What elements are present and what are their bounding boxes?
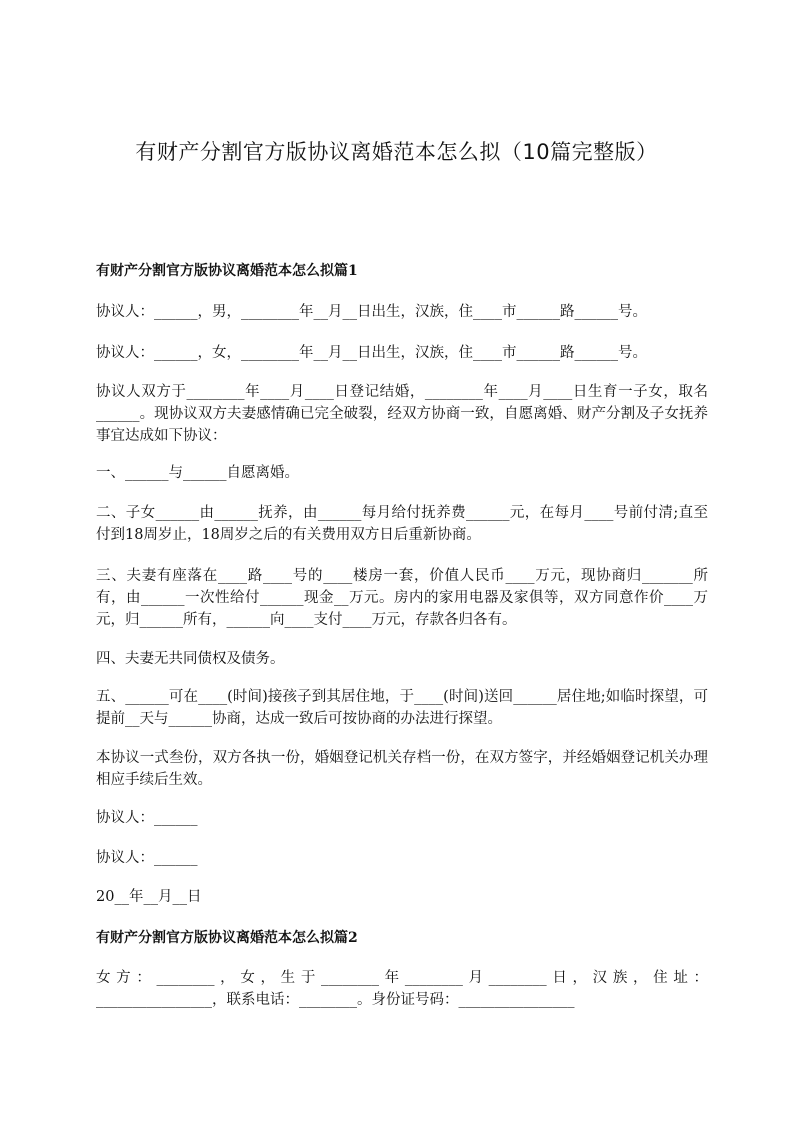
paragraph-clause-5: 五、______可在____(时间)接孩子到其居住地，于____(时间)送回______居住地;如临时探望，可提前__天与______协商，达成一致后可按协商的办法进行探望。 xyxy=(96,689,708,727)
paragraph-clause-2: 二、子女______由______抚养，由______每月给付抚养费______元，在每月____号前付清;直至付到18周岁止，18周岁之后的有关费用双方日后重新协商。 xyxy=(96,505,708,543)
paragraph-effectiveness: 本协议一式叁份，双方各执一份，婚姻登记机关存档一份，在双方签字，并经婚姻登记机关办理相应手续后生效。 xyxy=(96,750,708,788)
paragraph-party-female: 协议人：______，女，________年__月__日出生，汉族，住____市______路______号。 xyxy=(96,345,647,361)
paragraph-clause-4: 四、夫妻无共同债权及债务。 xyxy=(96,651,285,667)
section-heading-2: 有财产分割官方版协议离婚范本怎么拟篇2 xyxy=(96,930,358,946)
section-heading-1: 有财产分割官方版协议离婚范本怎么拟篇1 xyxy=(96,263,358,279)
document-title: 有财产分割官方版协议离婚范本怎么拟（10篇完整版） xyxy=(135,140,658,164)
paragraph-clause-1: 一、______与______自愿离婚。 xyxy=(96,465,299,481)
paragraph-clause-3: 三、夫妻有座落在____路____号的____楼房一套，价值人民币____万元，现协商归_______所有，由______一次性给付______现金__万元。房内的家用电器及家俱等，双方同意作价____万元，归______所有，______向____支付____万元，存款各归各有。 xyxy=(96,568,708,628)
paragraph-marriage-info: 协议人双方于________年____月____日登记结婚，________年____月____日生育一子女，取名______。现协议双方夫妻感情确已完全破裂，经双方协商一致，自愿离婚、财产分割及子女抚养事宜达成如下协议： xyxy=(96,384,708,444)
paragraph-female-party-info: 女方：________，女，生于________年________月________日，汉族，住址：________________，联系电话：________。身份证号码：________________ xyxy=(96,970,708,1008)
signature-line-2: 协议人：______ xyxy=(96,850,198,866)
date-line: 20__年__月__日 xyxy=(96,889,202,905)
paragraph-party-male: 协议人：______，男，________年__月__日出生，汉族，住____市______路______号。 xyxy=(96,304,647,320)
signature-line-1: 协议人：______ xyxy=(96,810,198,826)
